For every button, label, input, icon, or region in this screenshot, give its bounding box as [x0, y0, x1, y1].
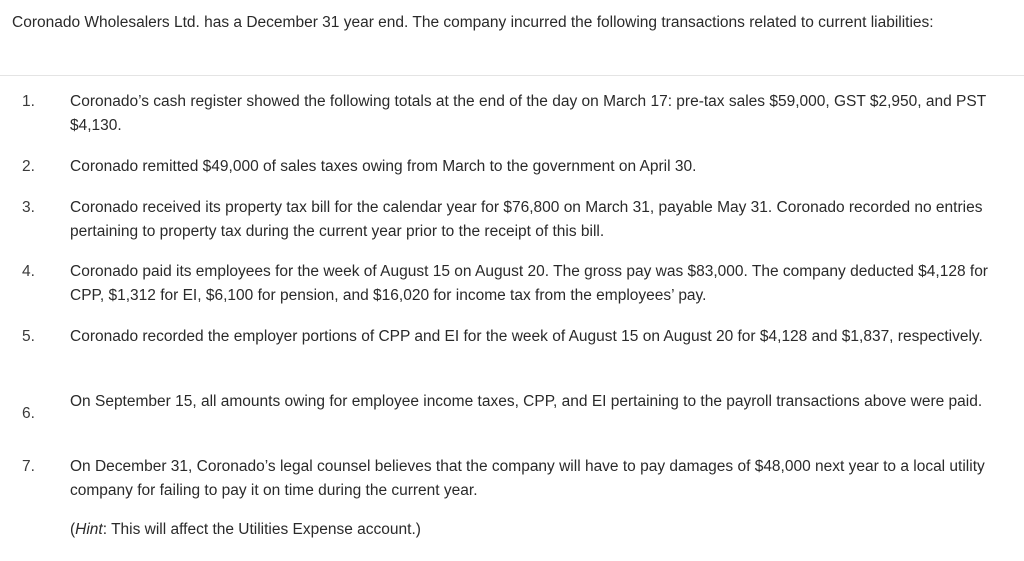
- hint-note: [70, 518, 421, 542]
- problem-intro: Coronado Wholesalers Ltd. has a December 31 year end. The company incurred the following transactions related to current liabilities:: [12, 14, 934, 31]
- item-text: Coronado paid its employees for the week of August 15 on August 20. The gross pay was $83,000. The company deducted $4,128 for CPP, $1,312 for EI, $6,100 for pension, and $16,020 for income tax from the employees’ pay.: [70, 263, 988, 304]
- item-number: 4.: [22, 263, 35, 280]
- hint-text: : This will affect the Utilities Expense account.): [102, 521, 421, 538]
- hint-label: Hint: [75, 521, 103, 538]
- item-text: Coronado remitted $49,000 of sales taxes owing from March to the government on April 30.: [70, 158, 697, 175]
- item-text: Coronado recorded the employer portions of CPP and EI for the week of August 15 on August 20 for $4,128 and $1,837, respectively.: [70, 328, 983, 345]
- hint-open-paren: (: [70, 521, 76, 538]
- item-text: Coronado’s cash register showed the following totals at the end of the day on March 17: pre-tax sales $59,000, GST $2,950, and PST $4,130.: [70, 93, 986, 134]
- item-text: On December 31, Coronado’s legal counsel believes that the company will have to pay damages of $48,000 next year to a local utility company for failing to pay it on time during the current year.: [70, 458, 985, 499]
- item-number: 1.: [22, 93, 35, 110]
- item-number: 2.: [22, 158, 35, 175]
- item-text: On September 15, all amounts owing for employee income taxes, CPP, and EI pertaining to the payroll transactions above were paid.: [70, 393, 983, 410]
- section-divider: [0, 75, 1024, 76]
- item-number: 6.: [22, 405, 35, 422]
- item-number: 7.: [22, 458, 35, 475]
- item-text: Coronado received its property tax bill for the calendar year for $76,800 on March 31, payable May 31. Coronado recorded no entries pertaining to property tax during the current year prior to the receipt of this bill.: [70, 199, 983, 240]
- item-number: 3.: [22, 199, 35, 216]
- item-number: 5.: [22, 328, 35, 345]
